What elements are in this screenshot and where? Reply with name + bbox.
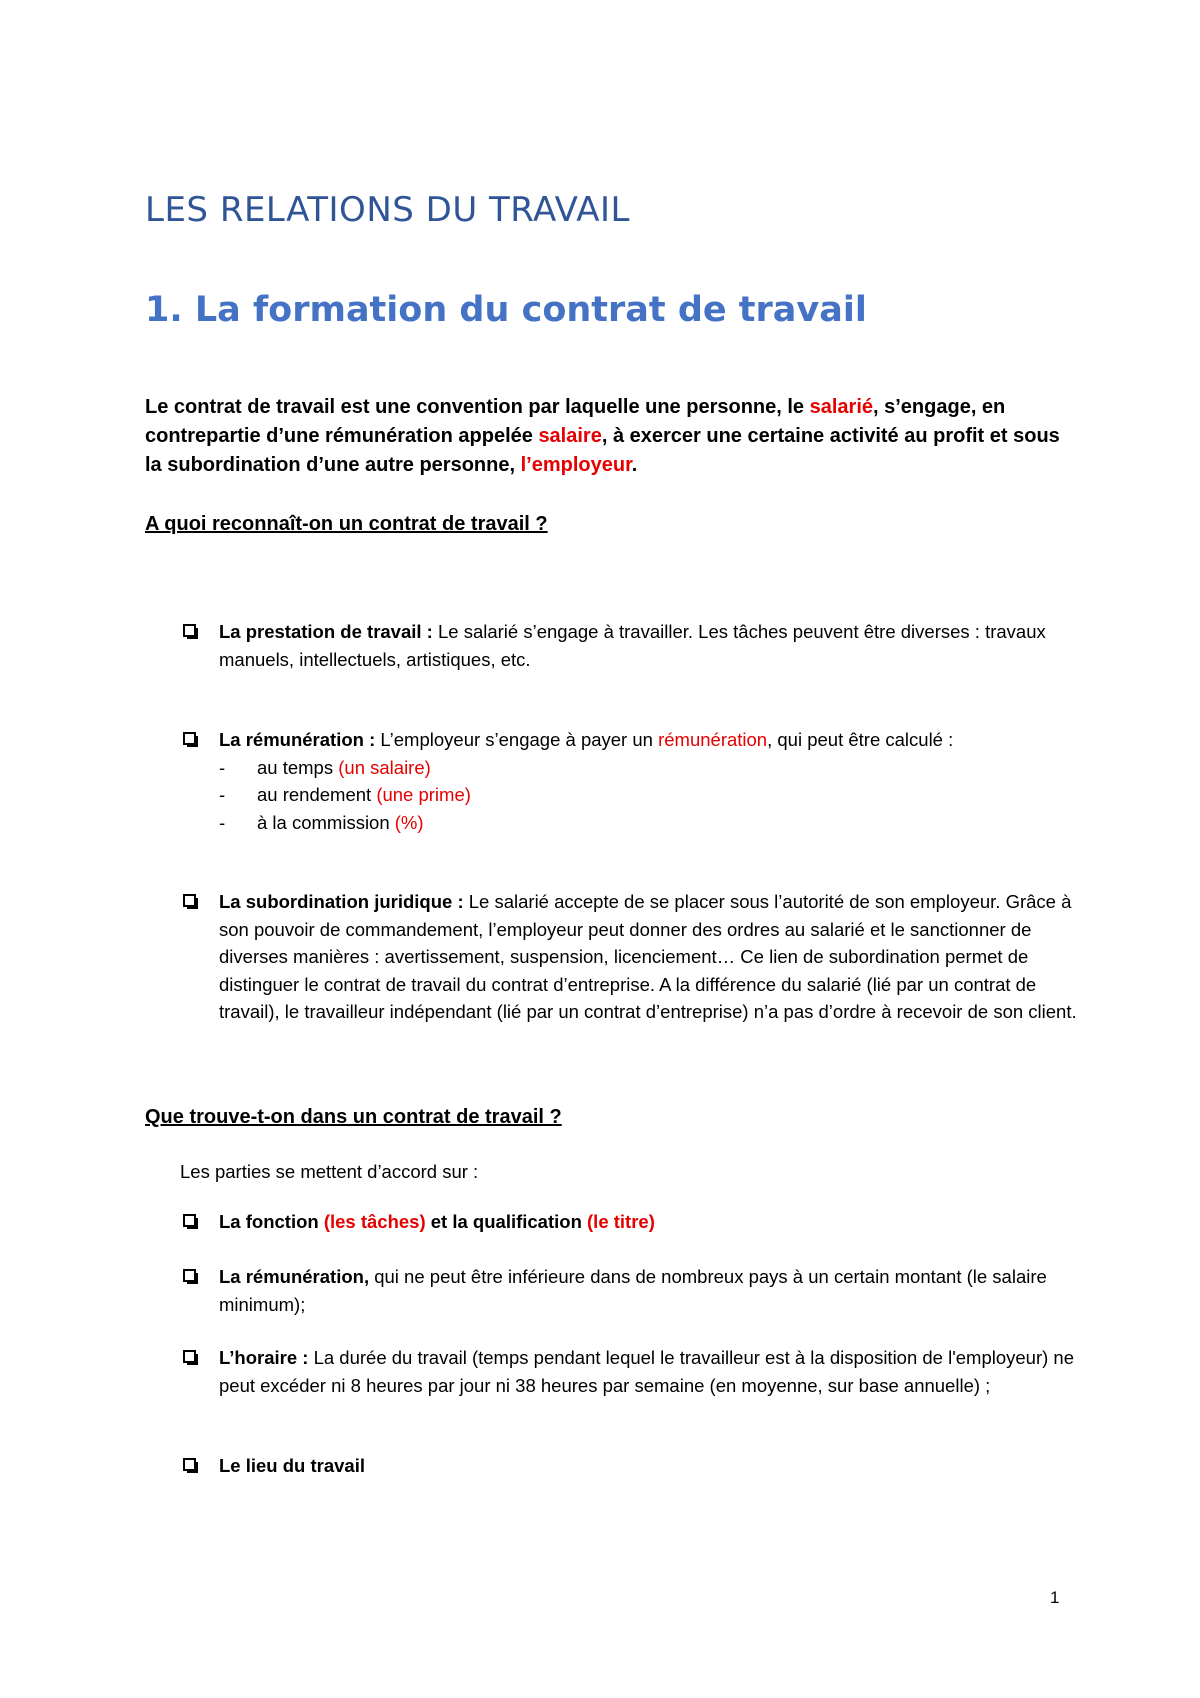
question-heading-1: A quoi reconnaît-on un contrat de travail ?: [145, 513, 548, 535]
intro-text-3: , à exercer une certaine activité au profit et sous la subordination d’une autre personne,: [145, 425, 1060, 476]
document-title: LES RELATIONS DU TRAVAIL: [145, 190, 630, 230]
square-bullet-icon: [183, 1350, 196, 1363]
page-number: 1: [1050, 1588, 1060, 1607]
square-bullet-icon: [183, 624, 196, 637]
list-item-remuneration-2: [183, 1263, 1073, 1318]
term-taches: (les tâches): [323, 1211, 426, 1232]
item-text: L’employeur s’engage à payer un: [375, 729, 659, 750]
term-remuneration: rémunération: [658, 729, 768, 750]
item-label: Le lieu du travail: [219, 1455, 365, 1476]
list-item-subordination: [183, 888, 1077, 1026]
list-item-lieu: [183, 1452, 1073, 1480]
item-label: La rémunération,: [219, 1266, 370, 1287]
item-label: La prestation de travail :: [219, 621, 433, 642]
intro-text-4: .: [631, 454, 638, 476]
list-item-remuneration: [183, 726, 1073, 836]
intro-paragraph: [145, 393, 1075, 480]
item-text: qui ne peut être inférieure dans de nombreux pays à un certain montant (le salaire minimum);: [219, 1266, 1047, 1315]
item-label: et la qualification: [425, 1211, 588, 1232]
square-bullet-icon: [183, 732, 196, 745]
item-text: Le salarié accepte de se placer sous l’autorité de son employeur. Grâce à son pouvoir de commandement, l’employeur peut donner des ordres au salarié et le sanctionner de diverses manières : avertissement, suspension, licenciement… Ce lien de subordination permet de distinguer le contrat de travail du contrat d’entreprise. A la différence du salarié (lié par un contrat de travail), le travailleur indépendant (lié par un contrat d’entreprise) n’a pas d’ordre à recevoir de son client.: [219, 891, 1077, 1022]
list-item: - au rendement (une prime): [219, 784, 471, 805]
calculation-list: [183, 754, 1073, 837]
list-item-fonction: [183, 1208, 1073, 1236]
term-salarie: salarié: [809, 396, 873, 418]
square-bullet-icon: [183, 1458, 196, 1471]
item-text: , qui peut être calculé :: [767, 729, 954, 750]
square-bullet-icon: [183, 894, 196, 907]
list-item-prestation: [183, 618, 1073, 673]
item-label: La rémunération :: [219, 729, 376, 750]
question-heading-2: Que trouve-t-on dans un contrat de travail ?: [145, 1106, 562, 1128]
square-bullet-icon: [183, 1269, 196, 1282]
item-text: Le salarié s’engage à travailler. Les tâches peuvent être diverses : travaux manuels, intellectuels, artistiques, etc.: [219, 621, 1046, 670]
item-label: La fonction: [219, 1211, 324, 1232]
intro-text-1: Le contrat de travail est une convention par laquelle une personne, le: [145, 396, 810, 418]
item-label: La subordination juridique :: [219, 891, 464, 912]
term-employeur: l’employeur: [520, 454, 632, 476]
list-item: - à la commission (%): [219, 811, 424, 833]
list-item: - au temps (un salaire): [219, 756, 431, 778]
item-text: La durée du travail (temps pendant lequel le travailleur est à la disposition de l'employeur) ne peut excéder ni 8 heures par jour ni 38 heures par semaine (en moyenne, sur base annuelle) ;: [219, 1347, 1075, 1396]
intro-text-2: , s’engage, en contrepartie d’une rémunération appelée: [145, 396, 1006, 447]
section-title: 1. La formation du contrat de travail: [145, 290, 867, 330]
parties-intro: Les parties se mettent d’accord sur :: [180, 1161, 479, 1182]
square-bullet-icon: [183, 1214, 196, 1227]
list-item-horaire: [183, 1344, 1073, 1399]
term-titre: (le titre): [587, 1211, 655, 1232]
term-salaire: salaire: [538, 425, 602, 447]
item-label: L’horaire :: [219, 1347, 309, 1368]
